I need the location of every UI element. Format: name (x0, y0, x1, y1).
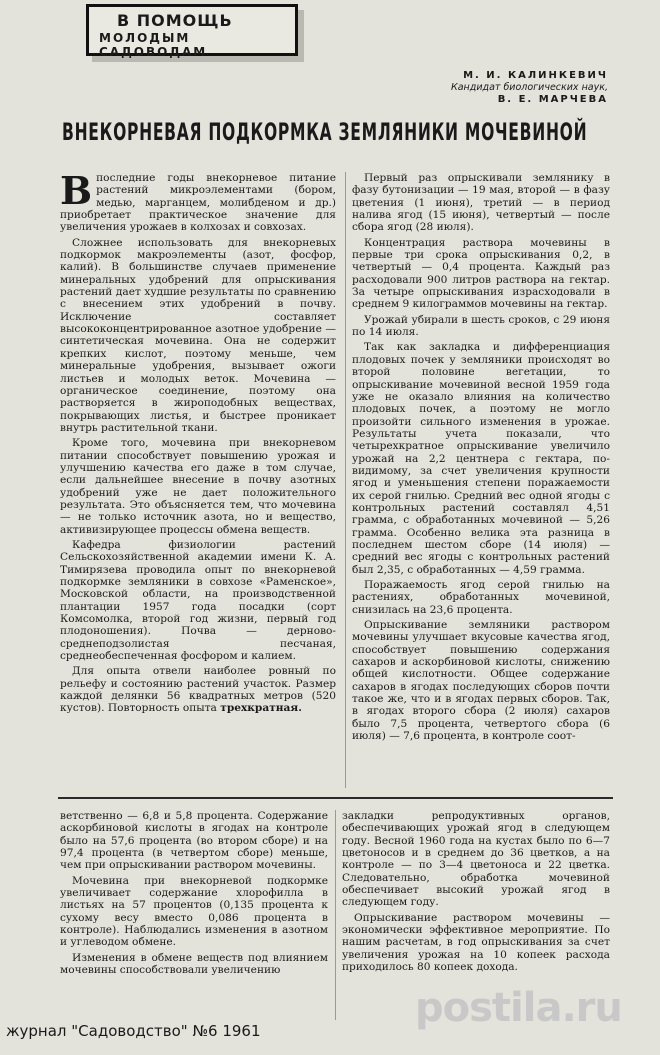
watermark: postila.ru (415, 985, 622, 1031)
source-caption: журнал "Садоводство" №6 1961 (6, 1022, 261, 1040)
bottom-left-column (60, 810, 328, 979)
paragraph: Изменения в обмене веществ под влиянием мочевины способствовали увеличению (60, 951, 328, 977)
rubric-box (86, 4, 298, 59)
author-1-title: Кандидат биологических наук, (450, 82, 608, 93)
right-column (352, 172, 610, 745)
paragraph: Концентрация раствора мочевины в первые три срока опрыскивания 0,2, в четвертый — 0,4 процента. Каждый раз расходовали 900 литров раствора на гектар. За четыре опрыскивания израсходовали в среднем 9 килограммов мочевины на гектар. (352, 236, 610, 311)
paragraph: ветственно — 6,8 и 5,8 процента. Содержание аскорбиновой кислоты в ягодах на контроле было на 57,6 процента (во втором сборе) и на 97,4 процента (в четвертом сборе) меньше, чем при опрыскивании раствором мочевины. (60, 810, 328, 872)
rubric-line-1: В ПОМОЩЬ (117, 11, 233, 30)
paragraph: Для опыта отвели наиболее ровный по рельефу и состоянию растений участок. Размер каждой делянки 56 квадратных метров (520 кустов). Повторность опыта трехкратная. (60, 665, 336, 715)
paragraph: Сложнее использовать для внекорневых подкормок макроэлементы (азот, фосфор, калий). В большинстве случаев применение минеральных удобрений для опрыскивания растений дает худшие результаты по сравнению с внесением этих удобрений в почву. Исключение составляет высококонцентрированное азотное удобрение — синтетическая мочевина. Она не содержит крепких кислот, поэтому меньше, чем минеральные удобрения, вызывает ожоги листьев и молодых веток. Мочевина — органическое соединение, поэтому она растворяется в жироподобных веществах, покрывающих листья, и быстрее проникает внутрь растительной ткани. (60, 236, 336, 434)
left-column (60, 168, 336, 718)
paragraph: Опрыскивание земляники раствором мочевины улучшает вкусовые качества ягод, способствует повышению содержания сахаров и аскорбиновой кислоты, снижению общей кислотности. Общее содержание сахаров в ягодах последующих сборов почти такое же, что и в ягодах первых сборов. Так, в ягодах второго сбора (2 июля) сахаров было 7,5 процента, четвертого сбора (6 июля) — 7,6 процента, в контроле соот- (352, 619, 610, 743)
paragraph: Кафедра физиологии растений Сельскохозяйственной академии имени К. А. Тимирязева проводила опыт по внекорневой подкормке земляники в совхозе «Раменское», Московской области, на производственной плантации 1957 года посадки (сорт Комсомолка, второй год жизни, первый год плодоношения). Почва — дерново-среднеподзолистая песчаная, среднеобеспеченная фосфором и калием. (60, 538, 336, 663)
drop-cap: В (60, 168, 93, 213)
bottom-right-column (342, 810, 610, 976)
column-divider (345, 172, 346, 788)
paragraph: Кроме того, мочевина при внекорневом питании способствует повышению урожая и улучшению качества его даже в том случае, если дальнейшее внесение в почву азотных удобрений уже не дает положительного результата. Это объясняется тем, что мочевина — не только источник азота, но и вещество, активизирующее процессы обмена веществ. (60, 437, 336, 536)
authors (451, 70, 608, 105)
paragraph: Так как закладка и дифференциация плодовых почек у земляники происходят во второй половине вегетации, то опрыскивание мочевиной весной 1959 года уже не оказало влияния на количество плодовых почек, а поэтому не могло произойти сильного изменения в урожае. Результаты учета показали, что четырехкратное опрыскивание увеличило урожай на 2,2 центнера с гектара, по-видимому, за счет увеличения крупности ягод и уменьшения степени поражаемости их серой гнилью. Средний вес одной ягоды с контрольных растений составлял 4,51 грамма, с обработанных мочевиной — 5,26 грамма. Особенно велика эта разница в последнем шестом сборе (14 июля) — средний вес ягоды с контрольных растений был 2,35, с обработанных — 4,59 грамма. (352, 341, 610, 576)
paragraph: Мочевина при внекорневой подкормке увеличивает содержание хлорофилла в листьях на 57 процентов (0,135 процента к сухому весу вместо 0,086 процента в контроле). Наблюдались изменения в азотном и углеводом обмене. (60, 874, 328, 949)
paragraph: Урожай убирали в шесть сроков, с 29 июня по 14 июля. (352, 313, 610, 339)
section-rule (58, 797, 613, 799)
paragraph: Первый раз опрыскивали землянику в фазу бутонизации — 19 мая, второй — в фазу цветения (1 июня), третий — в период налива ягод (15 июня), четвертый — после сбора ягод (28 июля). (352, 172, 610, 234)
article-title: ВНЕКОРНЕВАЯ ПОДКОРМКА ЗЕМЛЯНИКИ МОЧЕВИНОЙ (62, 118, 588, 146)
author-2: В. Е. МАРЧЕВА (497, 94, 608, 105)
rubric-line-2: МОЛОДЫМ САДОВОДАМ (99, 31, 208, 59)
column-divider (335, 810, 336, 1020)
paragraph: Поражаемость ягод серой гнилью на растениях, обработанных мочевиной, снизилась на 23,6 процента. (352, 579, 610, 616)
author-1: М. И. КАЛИНКЕВИЧ (463, 70, 608, 81)
paragraph: закладки репродуктивных органов, обеспечивающих урожай ягод в следующем году. Весной 1960 года на кустах было по 6—7 цветоносов и в среднем до 36 цветков, а на контроле — по 3—4 цветоноса и 22 цветка. Следовательно, обработка мочевиной обеспечивает высокий урожай ягод в следующем году. (342, 810, 610, 909)
paragraph: Опрыскивание раствором мочевины — экономически эффективное мероприятие. По нашим расчетам, в год опрыскивания за счет увеличения урожая на 10 копеек расхода приходилось 80 копеек дохода. (342, 911, 610, 974)
paragraph: Впоследние годы внекорневое питание растений микроэлементами (бором, медью, марганцем, молибденом и др.) приобретает практическое значение для увеличения урожаев в колхозах и совхозах. (60, 168, 336, 234)
